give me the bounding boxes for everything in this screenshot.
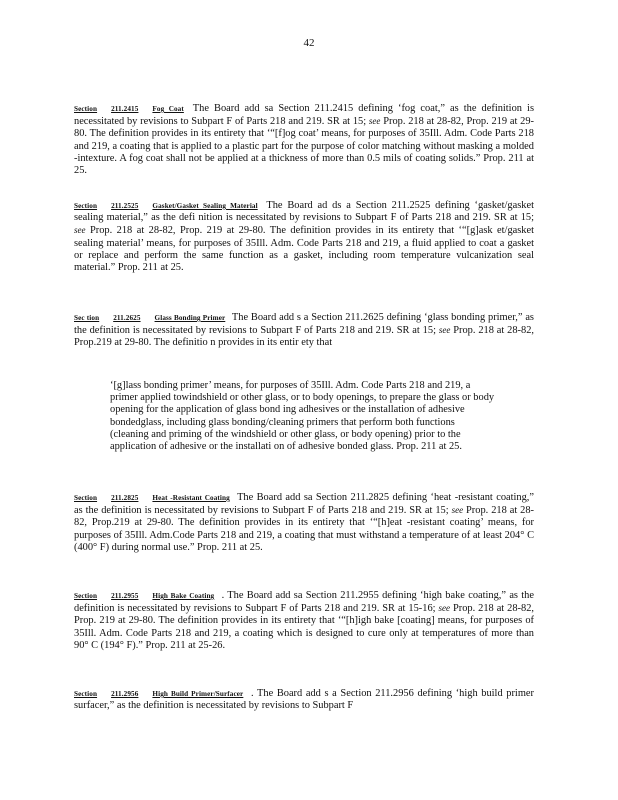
section-text-cont: Prop. 218 at 28-82, Prop. 219 at 29-80. The definition provides in its entirety that ‘“[g]ask et/gasket sealing material’ means, for purposes of 35Ill. Adm. Code Parts 218 and 219, a fluid applied to coat a gasket or replace and perform the same function as a gasket, including room temperature vulcanization seal material.” Prop. 211 at 25. bbox=[74, 225, 534, 274]
see-signal: see bbox=[438, 603, 450, 614]
section-text-cont: Prop. 218 at 28-82, Prop.219 at 29-80. The definitio n provides in its entir ety that bbox=[74, 325, 534, 349]
section-text: . The Board add sa Section 211.2955 defining ‘high bake coating,” as the definition is necessitated by revisions to Subpart F of Parts 218 and 219. SR at 15-16; bbox=[74, 590, 534, 615]
section-211-2525 bbox=[74, 200, 534, 274]
section-heading: Section 211.2415 Fog Coat bbox=[74, 105, 184, 113]
section-text: The Board ad ds a Section 211.2525 defining ‘gasket/gasket sealing material,” as the defi nition is necessitated by revisions to Subpart F of Parts 218 and 219. SR at 15; bbox=[74, 200, 534, 224]
section-text-cont: Prop. 218 at 28-82, Prop. 219 at 29-80. The definition provides in its entirety that ‘“[h]igh bake [coating] means, for purposes of 35Ill. Adm. Code Parts 218 and 219, a coating which is designed to cure only at temperatures of more than 90° C (194° F).” Prop. 211 at 25-26. bbox=[74, 603, 534, 651]
see-signal: see bbox=[438, 325, 451, 336]
section-text: The Board add s a Section 211.2625 defining ‘glass bonding primer,” as the definition is necessitated by revisions to Subpart F of Parts 218 and 219. SR at 15; bbox=[74, 312, 534, 337]
section-heading: Section 211.2525 Gasket/Gasket Sealing Material bbox=[74, 202, 258, 210]
section-211-2955 bbox=[74, 590, 534, 652]
section-text-cont: Prop. 218 at 28-82, Prop. 219 at 29-80. The definition provides in its entirety that ‘“[f]og coat’ means, for purposes of 35Ill. Adm. Code Parts 218 and 219, a coating that is applied to a plastic part for the purpose of color matching without masking a molded -intexture. A fog coat shall not be applied at a thickness of more than 0.5 mils of coating solids.” Prop. 211 at 25. bbox=[74, 116, 534, 177]
block-quote: ‘[g]lass bonding primer’ means, for purposes of 35Ill. Adm. Code Parts 218 and 219, a primer applied towindshield or other glass, or to body openings, to prepare the glass or body opening for the application of glass bond ing adhesives or the installation of adhesive bondedglass, including glass bonding/cleaning primers that perform both functions (cleaning and priming of the windshield or other glass, or body opening) prior to the application of adhesive or the installati on of adhesive bonded glass. Prop. 211 at 25. bbox=[110, 380, 495, 453]
section-heading: Section 211.2825 Heat -Resistant Coating bbox=[74, 494, 230, 502]
section-heading: Section 211.2956 High Build Primer/Surfacer bbox=[74, 690, 244, 698]
section-text: The Board add sa Section 211.2825 defining ‘heat -resistant coating,” as the definition is necessitated by revisions to Subpart F of Parts 218 and 219. SR at 15; bbox=[74, 492, 535, 517]
section-211-2956 bbox=[74, 688, 534, 712]
section-text: . The Board add s a Section 211.2956 defining ‘high build primer surfacer,” as the definition is necessitated by revisions to Subpart F bbox=[74, 688, 534, 712]
section-heading: Sec tion 211.2625 Glass Bonding Primer bbox=[74, 314, 226, 322]
section-211-2825 bbox=[74, 492, 534, 554]
section-text: The Board add sa Section 211.2415 defining ‘fog coat,” as the definition is necessitated by revisions to Subpart F of Parts 218 and 219. SR at 15; bbox=[74, 103, 534, 128]
see-signal: see bbox=[74, 225, 86, 236]
section-211-2415 bbox=[74, 103, 534, 177]
section-211-2625 bbox=[74, 312, 534, 350]
section-text-cont: Prop. 218 at 28-82, Prop.219 at 29-80. The definition provides in its entirety that ‘“[h]eat -resistant coating’ means, for purposes of 35Ill. Adm.Code Parts 218 and 219, a coating that must withstand a temperature of at least 204° C (400° F) during normal use.” Prop. 211 at 25. bbox=[74, 505, 535, 553]
section-heading: Section 211.2955 High Bake Coating bbox=[74, 592, 215, 600]
see-signal: see bbox=[368, 116, 381, 127]
page-number: 42 bbox=[303, 37, 315, 49]
see-signal: see bbox=[451, 505, 464, 516]
